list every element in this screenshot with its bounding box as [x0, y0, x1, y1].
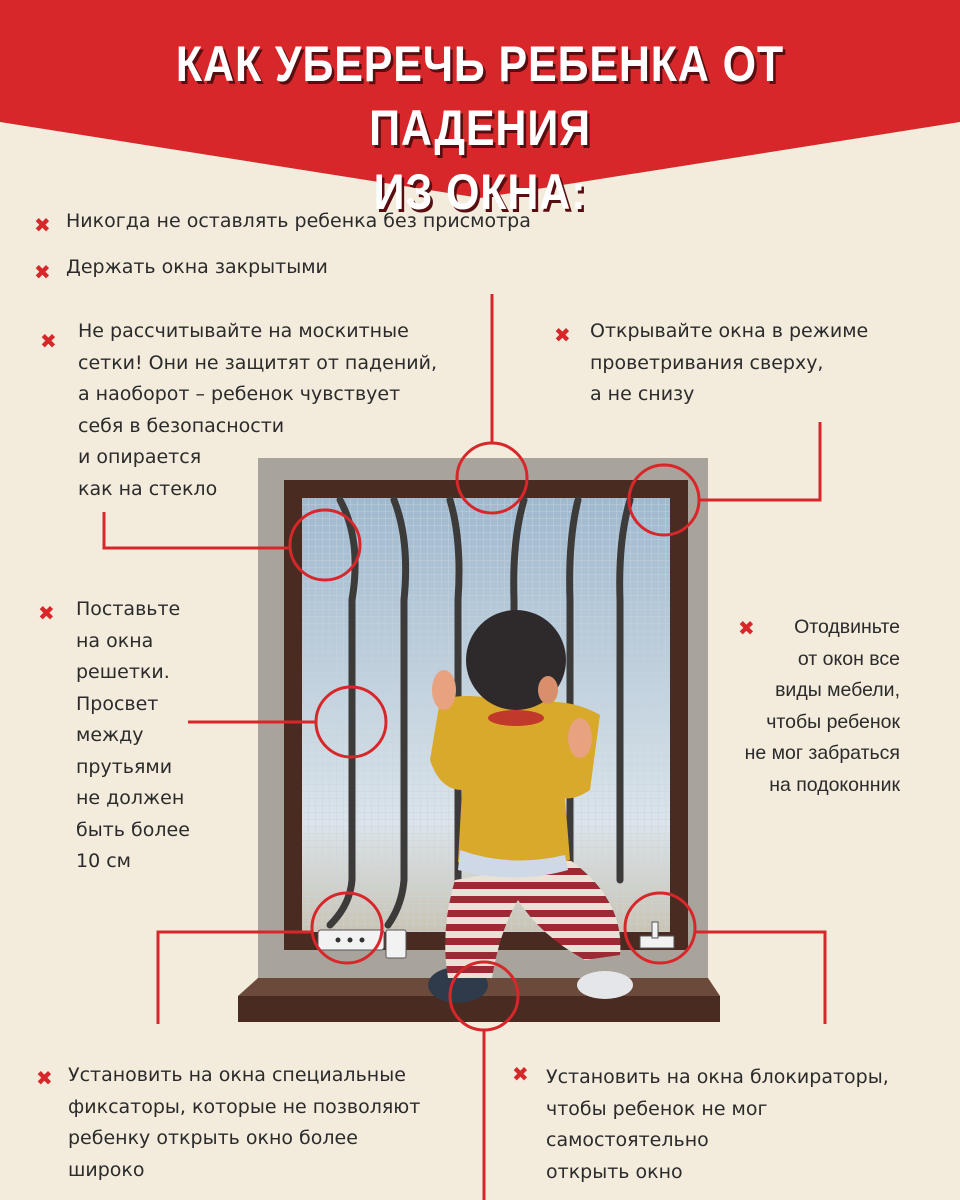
red-x-icon: ✖ — [36, 1066, 53, 1090]
red-x-icon: ✖ — [512, 1062, 529, 1086]
tip-clamps: Установить на окна специальные фиксаторы, которые не позволяют ребенку открыть окно более широко — [68, 1064, 421, 1181]
tip-supervision: Никогда не оставлять ребенка без присмотра — [66, 210, 531, 232]
tip-blockers: Установить на окна блокираторы, чтобы ребенок не мог самостоятельно открыть окно — [546, 1066, 889, 1183]
tip-furniture: Отодвиньте от окон все виды мебели, чтобы ребенок не мог забраться на подоконник — [744, 616, 900, 796]
tip-closed-windows: Держать окна закрытыми — [66, 256, 328, 278]
tip-ventilation: Открывайте окна в режиме проветривания сверху, а не снизу — [590, 320, 869, 405]
window-sill-front — [238, 996, 720, 1022]
red-x-icon: ✖ — [738, 616, 755, 640]
title-line-1: КАК УБЕРЕЧЬ РЕБЕНКА ОТ ПАДЕНИЯ — [175, 36, 785, 156]
red-x-icon: ✖ — [554, 323, 571, 347]
tip-bars: Поставьте на окна решетки. Просвет между прутьями не должен быть более 10 см — [76, 598, 190, 872]
latch-knob — [386, 930, 406, 958]
tip-mosquito-nets: Не рассчитывайте на москитные сетки! Они не защитят от падений, а наоборот – ребенок чувствует себя в безопасности и опирается как на стекло — [78, 320, 437, 500]
red-x-icon: ✖ — [40, 329, 57, 353]
red-x-icon: ✖ — [34, 260, 51, 284]
red-x-icon: ✖ — [38, 601, 55, 625]
red-x-icon: ✖ — [34, 213, 51, 237]
title-line-2: ИЗ ОКНА: — [373, 164, 587, 220]
